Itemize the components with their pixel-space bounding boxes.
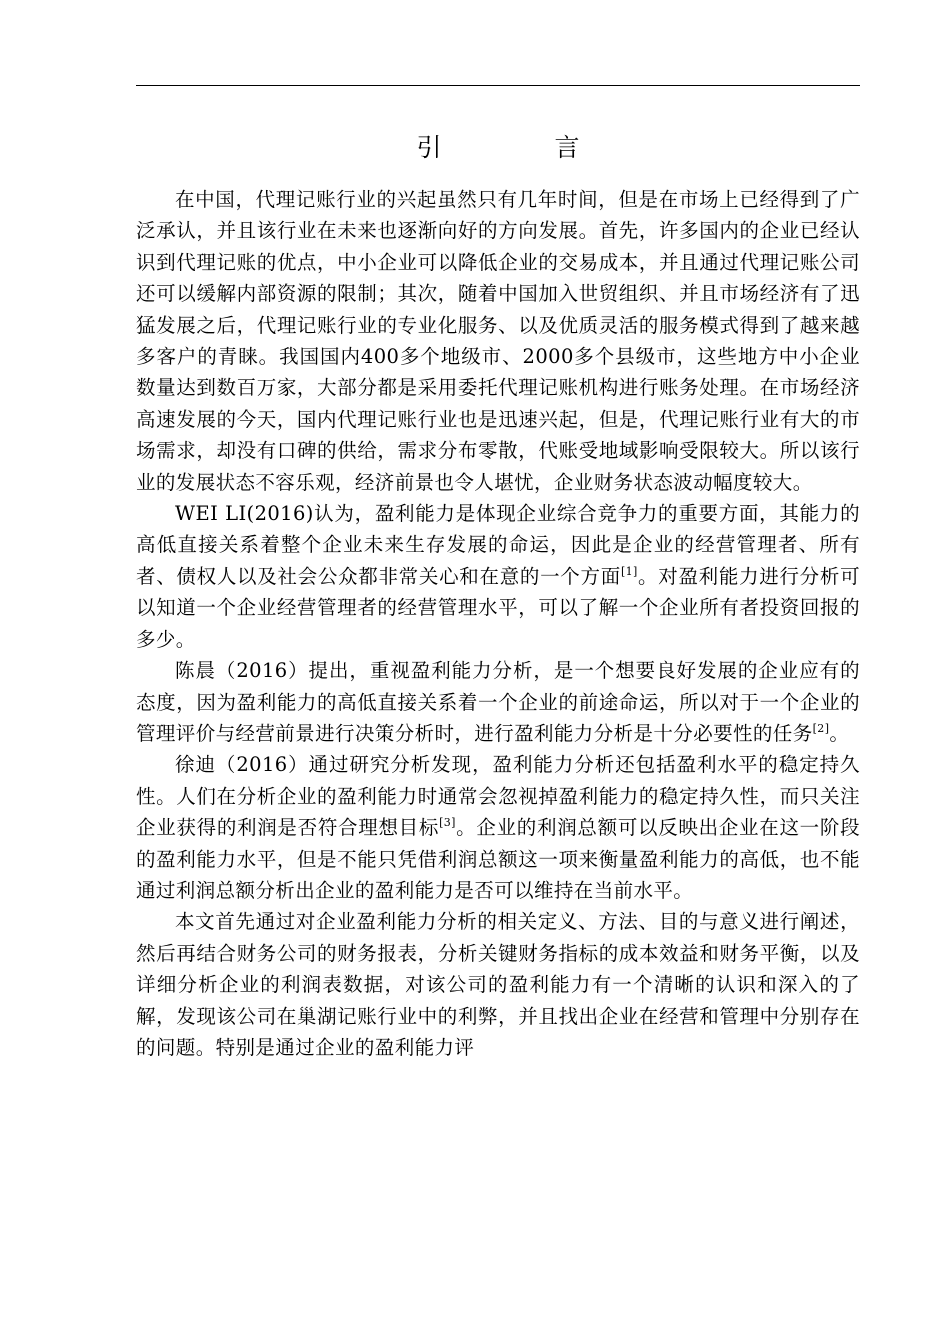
paragraph-1: [136, 184, 860, 498]
citation-ref[interactable]: [3]: [439, 816, 456, 830]
page-title: 引 言: [416, 133, 624, 162]
paragraph-text: 本文首先通过对企业盈利能力分析的相关定义、方法、目的与意义进行阐述，然后再结合财务公司的财务报表，分析关键财务指标的成本效益和财务平衡，以及详细分析企业的利润表数据，对该公司的盈利能力有一个清晰的认识和深入的了解，发现该公司在巢湖记账行业中的利弊，并且找出企业在经营和管理中分别存在的问题。特别是通过企业的盈利能力评: [136, 910, 860, 1059]
paragraph-text: 。: [829, 721, 850, 745]
paragraph-3: [136, 655, 860, 749]
paragraph-2: [136, 498, 860, 655]
paragraph-text: 。对盈利能力进行分析可以知道一个企业经营管理者的经营管理水平，可以了解一个企业所有者投资回报的多少。: [136, 564, 860, 651]
paragraph-5: [136, 906, 860, 1063]
header-rule: [136, 85, 860, 86]
paragraph-text: 在中国，代理记账行业的兴起虽然只有几年时间，但是在市场上已经得到了广泛承认，并且该行业在未来也逐渐向好的方向发展。首先，许多国内的企业已经认识到代理记账的优点，中小企业可以降低企业的交易成本，并且通过代理记账公司还可以缓解内部资源的限制；其次，随着中国加入世贸组织、并且市场经济有了迅猛发展之后，代理记账行业的专业化服务、以及优质灵活的服务模式得到了越来越多客户的青睐。我国国内400多个地级市、2000多个县级市，这些地方中小企业数量达到数百万家，大部分都是采用委托代理记账机构进行账务处理。在市场经济高速发展的今天，国内代理记账行业也是迅速兴起，但是，代理记账行业有大的市场需求，却没有口碑的供给，需求分布零散，代账受地域影响受限较大。所以该行业的发展状态不容乐观，经济前景也令人堪忧，企业财务状态波动幅度较大。: [136, 188, 860, 494]
paragraph-text: 陈晨（2016）提出，重视盈利能力分析，是一个想要良好发展的企业应有的态度，因为盈利能力的高低直接关系着一个企业的前途命运，所以对于一个企业的管理评价与经营前景进行决策分析时，进行盈利能力分析是十分必要性的任务: [136, 659, 860, 745]
paragraph-text: 。企业的利润总额可以反映出企业在这一阶段的盈利能力水平，但是不能只凭借利润总额这一项来衡量盈利能力的高低，也不能通过利润总额分析出企业的盈利能力是否可以维持在当前水平。: [136, 816, 860, 902]
citation-ref[interactable]: [1]: [620, 564, 638, 578]
paragraph-text: 徐迪（2016）通过研究分析发现，盈利能力分析还包括盈利水平的稳定持久性。人们在分析企业的盈利能力时通常会忽视掉盈利能力的稳定持久性，而只关注企业获得的利润是否符合理想目标: [136, 753, 860, 840]
paragraph-4: [136, 749, 860, 906]
citation-ref[interactable]: [2]: [812, 721, 830, 735]
paragraph-text: WEI LI(2016)认为，盈利能力是体现企业综合竞争力的重要方面，其能力的高低直接关系着整个企业未来生存发展的命运，因此是企业的经营管理者、所有者、债权人以及社会公众都非常关心和在意的一个方面: [136, 502, 860, 588]
body-text: [136, 184, 860, 1063]
